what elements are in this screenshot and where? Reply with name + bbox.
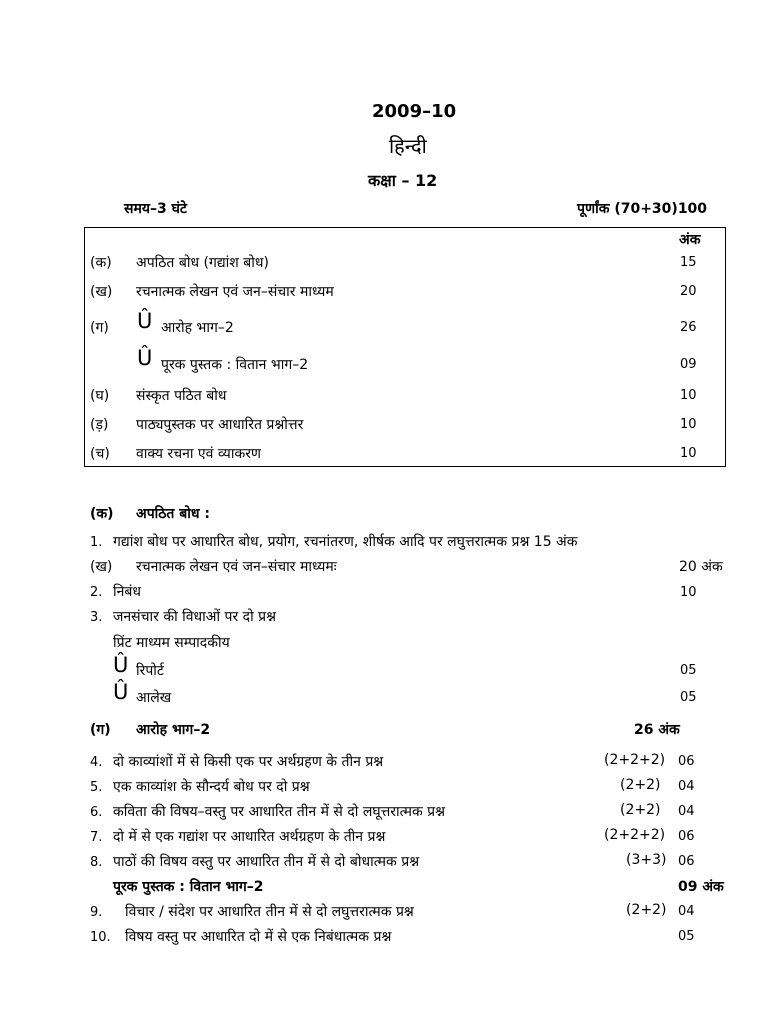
- row-marks: 10: [680, 446, 697, 461]
- item-number: 6.: [90, 805, 103, 820]
- section-kha-marks: 20 अंक: [679, 559, 723, 575]
- item-marks: 04: [678, 904, 695, 919]
- item-text: एक काव्यांश के सौन्दर्य बोध पर दो प्रश्न: [113, 779, 310, 795]
- row-label: संस्कृत पठित बोध: [136, 388, 227, 404]
- row-label: पाठ्यपुस्तक पर आधारित प्रश्नोत्तर: [136, 417, 304, 433]
- item-split: (2+2+2): [604, 752, 666, 768]
- item-number: 9.: [90, 905, 103, 920]
- item-text: दो काव्यांशों में से किसी एक पर अर्थग्रहण के तीन प्रश्न: [113, 754, 384, 770]
- item-number: 8.: [90, 855, 103, 870]
- item-split: (2+2): [620, 777, 661, 793]
- row-key: (च): [90, 446, 110, 462]
- item-number: 2.: [90, 585, 103, 600]
- row-label: पूरक पुस्तक : वितान भाग–2: [161, 357, 309, 373]
- item-text: विचार / संदेश पर आधारित तीन में से दो लघुत्तरात्मक प्रश्न: [125, 904, 414, 920]
- section-ga-marks: 26 अंक: [634, 722, 680, 738]
- bullet-icon: Û: [137, 346, 153, 370]
- section-ga-heading: आरोह भाग–2: [136, 722, 211, 738]
- section-ga-key: (ग): [90, 722, 111, 738]
- item-text: विषय वस्तु पर आधारित दो में से एक निबंधात्मक प्रश्न: [125, 929, 392, 945]
- item-split: (2+2): [626, 902, 667, 918]
- item-marks: 04: [678, 779, 695, 794]
- item-marks: 04: [678, 804, 695, 819]
- item-number: 7.: [90, 830, 103, 845]
- row-label: रचनात्मक लेखन एवं जन–संचार माध्यम: [136, 284, 334, 300]
- row-key: (घ): [90, 388, 110, 404]
- row-key: (ख): [90, 284, 113, 300]
- item-text: दो में से एक गद्यांश पर आधारित अर्थग्रहण के तीन प्रश्न: [113, 829, 386, 845]
- item-split: (2+2): [620, 802, 661, 818]
- item-split: (3+3): [626, 852, 667, 868]
- item-number: 10.: [90, 930, 111, 945]
- item-text: कविता की विषय–वस्तु पर आधारित तीन में से दो लघूत्तरात्मक प्रश्न: [113, 804, 446, 820]
- report-label: रिपोर्ट: [136, 663, 164, 679]
- time-label: समय–3 घंटे: [124, 201, 187, 217]
- section-vitan-heading: पूरक पुस्तक : वितान भाग–2: [113, 879, 264, 895]
- item-marks: 05: [678, 929, 695, 944]
- row-label: वाक्य रचना एवं व्याकरण: [136, 446, 262, 462]
- row-key: (क): [90, 255, 112, 271]
- report-marks: 05: [680, 663, 697, 678]
- max-marks-label: पूर्णांक (70+30)100: [577, 201, 708, 217]
- item-split: (2+2+2): [604, 827, 666, 843]
- item-subtext: प्रिंट माध्यम सम्पादकीय: [113, 635, 230, 651]
- item-text: गद्यांश बोध पर आधारित बोध, प्रयोग, रचनांतरण, शीर्षक आदि पर लघुत्तरात्मक प्रश्न 15 अंक: [113, 534, 578, 550]
- item-marks: 06: [678, 754, 695, 769]
- row-marks: 15: [680, 255, 697, 270]
- section-ka-heading: अपठित बोध :: [136, 506, 210, 522]
- row-key: (ड़): [90, 417, 109, 433]
- section-ka-key: (क): [90, 506, 114, 522]
- row-label: अपठित बोध (गद्यांश बोध): [136, 255, 269, 271]
- item-text: निबंध: [113, 584, 141, 600]
- row-marks: 09: [680, 357, 697, 372]
- section-kha-key: (ख): [90, 559, 113, 575]
- bullet-icon: Û: [113, 680, 129, 704]
- item-marks: 06: [678, 854, 695, 869]
- bullet-icon: Û: [113, 653, 129, 677]
- row-key: (ग): [90, 320, 109, 336]
- item-number: 4.: [90, 755, 103, 770]
- bullet-icon: Û: [137, 309, 153, 333]
- section-vitan-marks: 09 अंक: [678, 879, 724, 895]
- row-marks: 10: [680, 388, 697, 403]
- year-heading: 2009–10: [372, 101, 457, 122]
- item-marks: 10: [680, 585, 697, 600]
- row-marks: 10: [680, 417, 697, 432]
- item-marks: 06: [678, 829, 695, 844]
- article-label: आलेख: [136, 690, 172, 706]
- row-label: आरोह भाग–2: [161, 320, 234, 336]
- row-marks: 20: [680, 284, 697, 299]
- table-marks-header: अंक: [679, 232, 701, 248]
- item-number: 3.: [90, 610, 103, 625]
- item-text: जनसंचार की विधाओं पर दो प्रश्न: [113, 609, 277, 625]
- class-heading: कक्षा – 12: [368, 171, 438, 190]
- item-number: 5.: [90, 780, 103, 795]
- section-kha-heading: रचनात्मक लेखन एवं जन–संचार माध्यमः: [136, 559, 337, 575]
- item-text: पाठों की विषय वस्तु पर आधारित तीन में से दो बोधात्मक प्रश्न: [113, 854, 420, 870]
- item-number: 1.: [90, 535, 103, 550]
- subject-heading: हिन्दी: [389, 134, 427, 158]
- row-marks: 26: [680, 320, 697, 335]
- article-marks: 05: [680, 690, 697, 705]
